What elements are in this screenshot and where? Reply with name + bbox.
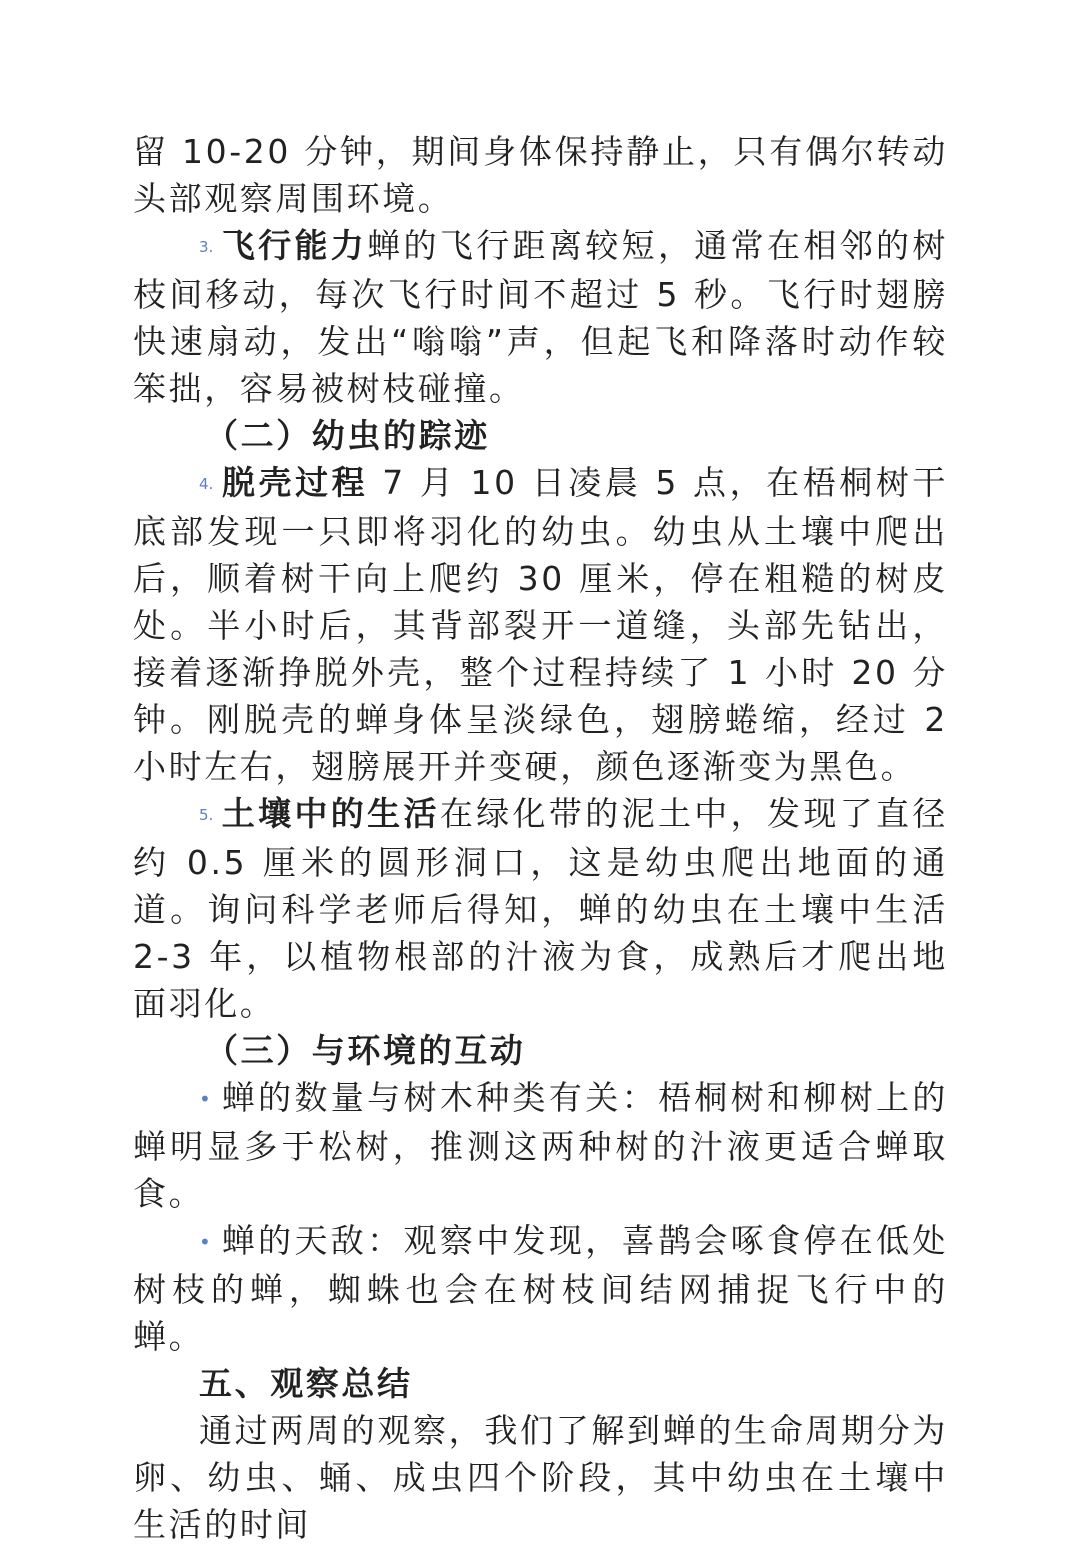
item-lead: 土壤中的生活: [221, 794, 440, 833]
paragraph-continuation: 留 10-20 分钟，期间身体保持静止，只有偶尔转动头部观察周围环境。: [133, 132, 948, 218]
bullet-icon: •: [199, 1230, 214, 1254]
bullet-text: 蝉的数量与树木种类有关：梧桐树和柳树上的蝉明显多于松树，推测这两种树的汁液更适合蝉取食。: [133, 1078, 948, 1213]
bullet-icon: •: [199, 1087, 214, 1111]
bullet-item-1: [133, 1074, 948, 1217]
section-heading-3: （三）与环境的互动: [205, 1031, 526, 1070]
summary-paragraph: 通过两周的观察，我们了解到蝉的生命周期分为卵、幼虫、蛹、成虫四个阶段，其中幼虫在土壤中生活的时间: [133, 1411, 948, 1544]
list-item-4: [133, 459, 948, 790]
list-item-5: [133, 790, 948, 1027]
list-number: 4.: [199, 475, 214, 493]
item-lead: 飞行能力: [221, 226, 368, 265]
item-text: 在绿化带的泥土中，发现了直径约 0.5 厘米的圆形洞口，这是幼虫爬出地面的通道。询问科学老师后得知，蝉的幼虫在土壤中生活 2-3 年，以植物根部的汁液为食，成熟后才爬出地面羽化。: [133, 794, 948, 1023]
list-number: 3.: [199, 238, 214, 256]
list-item-3: [133, 222, 948, 412]
bullet-item-2: [133, 1217, 948, 1360]
section-heading-5: 五、观察总结: [199, 1364, 413, 1403]
item-text: 7 月 10 日凌晨 5 点，在梧桐树干底部发现一只即将羽化的幼虫。幼虫从土壤中爬出后，顺着树干向上爬约 30 厘米，停在粗糙的树皮处。半小时后，其背部裂开一道缝，头部先钻出，接着逐渐挣脱外壳，整个过程持续了 1 小时 20 分钟。刚脱壳的蝉身体呈淡绿色，翅膀蜷缩，经过 2 小时左右，翅膀展开并变硬，颜色逐渐变为黑色。: [133, 463, 948, 786]
item-text: 蝉的飞行距离较短，通常在相邻的树枝间移动，每次飞行时间不超过 5 秒。飞行时翅膀快速扇动，发出“嗡嗡”声，但起飞和降落时动作较笨拙，容易被树枝碰撞。: [133, 226, 948, 408]
item-lead: 脱壳过程: [221, 463, 369, 502]
section-heading-2: （二）幼虫的踪迹: [205, 416, 490, 455]
document-page: [133, 128, 948, 1548]
list-number: 5.: [199, 806, 214, 824]
bullet-text: 蝉的天敌：观察中发现，喜鹊会啄食停在低处树枝的蝉，蜘蛛也会在树枝间结网捕捉飞行中的蝉。: [133, 1221, 948, 1356]
